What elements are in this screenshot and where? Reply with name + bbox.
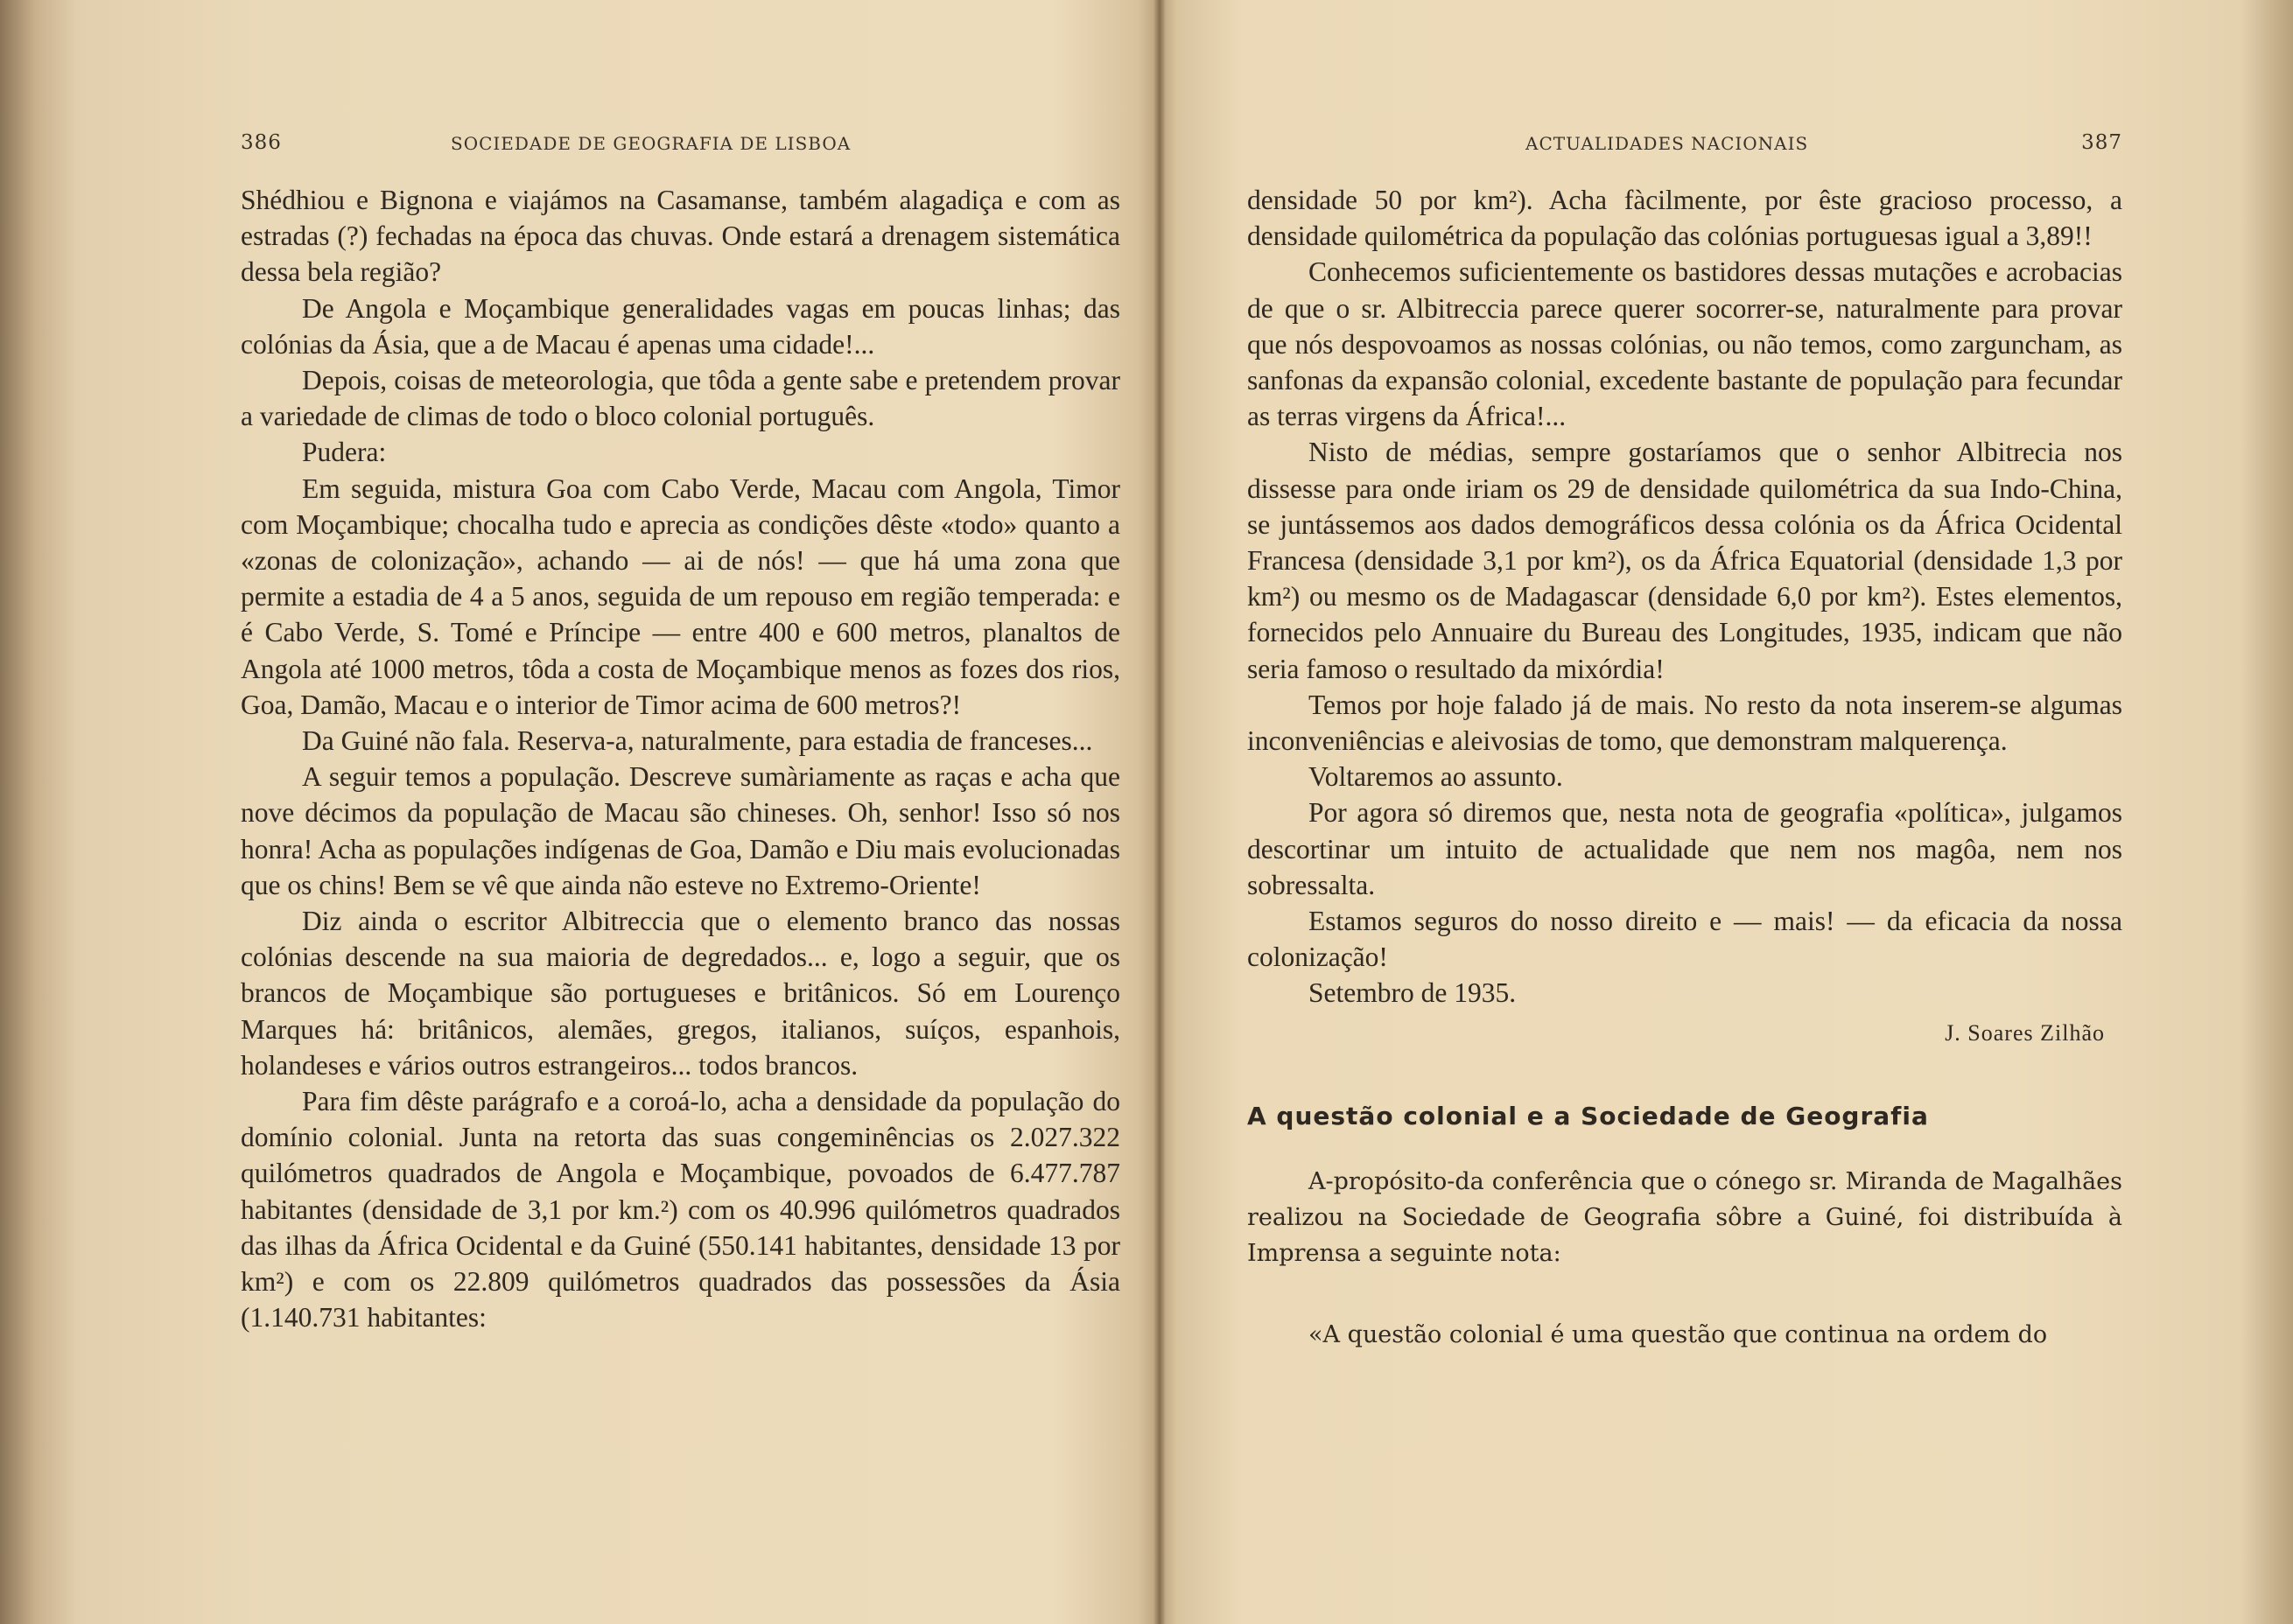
- right-page: [1247, 131, 2122, 1353]
- paragraph: A seguir temos a população. Descreve sumàriamente as raças e acha que nove décimos da população de Macau são chineses. Oh, senhor! Isso só nos honra! Acha as populações indígenas de Goa, Damão e Diu mais evolucionadas que os chins! Bem se vê que ainda não esteve no Extremo-Oriente!: [241, 761, 1120, 900]
- paragraph: Estamos seguros do nosso direito e — mais! — da eficacia da nossa colonização!: [1247, 906, 2122, 973]
- paragraph: Temos por hoje falado já de mais. No resto da nota inserem-se algumas inconveniências e aleivosias de tomo, que demonstram malquerença.: [1247, 689, 2122, 757]
- author-signature: J. Soares Zilhão: [1945, 1019, 2105, 1046]
- paragraph: A-propósito-da conferência que o cónego sr. Miranda de Magalhães realizou na Sociedade de Geografia sôbre a Guiné, foi distribuída à Imprensa a seguinte nota:: [1247, 1167, 2122, 1267]
- left-page: [241, 131, 1120, 1336]
- right-page-header: [1247, 131, 2122, 166]
- paragraph: densidade 50 por km²). Acha fàcilmente, por êste gracioso processo, a densidade quilométrica da população das colónias portuguesas igual a 3,89!!: [1247, 185, 2122, 252]
- paragraph: De Angola e Moçambique generalidades vagas em poucas linhas; das colónias da Ásia, que a de Macau é apenas uma cidade!...: [241, 292, 1120, 360]
- paragraph: Em seguida, mistura Goa com Cabo Verde, Macau com Angola, Timor com Moçambique; chocalha tudo e aprecia as condições dêste «todo» quanto a «zonas de colonização», achando — ai de nós! — que há uma zona que permite a estadia de 4 a 5 anos, seguida de um repouso em região temperada: e é Cabo Verde, S. Tomé e Príncipe — entre 400 e 600 metros, planaltos de Angola até 1000 metros, tôda a costa de Moçambique menos as fozes dos rios, Goa, Damão, Macau e o interior de Timor acima de 600 metros?!: [241, 472, 1120, 720]
- paragraph: Diz ainda o escritor Albitreccia que o elemento branco das nossas colónias descende na sua maioria de degredados... e, logo a seguir, que os brancos de Moçambique são portugueses e britânicos. Só em Lourenço Marques há: britânicos, alemães, gregos, italianos, suíços, espanhois, holandeses e vários outros estrangeiros... todos brancos.: [241, 906, 1120, 1081]
- paragraph: Depois, coisas de meteorologia, que tôda a gente sabe e pretendem provar a variedade de climas de todo o bloco colonial português.: [241, 365, 1120, 432]
- book-gutter: [1154, 0, 1166, 1624]
- paragraph: Voltaremos ao assunto.: [1308, 761, 1563, 793]
- paragraph: Shédhiou e Bignona e viajámos na Casamanse, também alagadiça e com as estradas (?) fechadas na época das chuvas. Onde estará a drenagem sistemática dessa bela região?: [241, 185, 1120, 288]
- paragraph: Para fim dêste parágrafo e a coroá-lo, acha a densidade da população do domínio colonial. Junta na retorta das suas congeminências os 2.027.322 quilómetros quadrados de Angola e Moçambique, povoados de 6.477.787 habitantes (densidade de 3,1 por km.²) com os 40.996 quilómetros quadrados das ilhas da África Ocidental e da Guiné (550.141 habitantes, densidade 13 por km²) e com os 22.809 quilómetros quadrados das possessões da Ásia (1.140.731 habitantes:: [241, 1086, 1120, 1334]
- paragraph: Nisto de médias, sempre gostaríamos que o senhor Albitrecia nos dissesse para onde iriam os 29 de densidade quilométrica da sua Indo-China, se juntássemos aos dados demográficos dessa colónia os da África Ocidental Francesa (densidade 3,1 por km²), os da África Equatorial (densidade 1,3 por km²) ou mesmo os de Madagascar (densidade 6,0 por km²). Estes elementos, fornecidos pelo Annuaire du Bureau des Longitudes, 1935, indicam que não seria famoso o resultado da mixórdia!: [1247, 437, 2122, 684]
- section-heading: A questão colonial e a Sociedade de Geografia: [1247, 1101, 1929, 1130]
- left-running-title: SOCIEDADE DE GEOGRAFIA DE LISBOA: [451, 133, 852, 154]
- paragraph: «A questão colonial é uma questão que continua na ordem do: [1308, 1320, 2048, 1348]
- left-page-body: [241, 182, 1120, 1336]
- left-page-header: [241, 131, 1120, 166]
- paragraph: Conhecemos suficientemente os bastidores dessas mutações e acrobacias de que o sr. Albitreccia parece querer socorrer-se, naturalmente para provar que nós despovoamos as nossas colónias, ou não temos, como zarguncham, as sanfonas da expansão colonial, excedente bastante de população para fecundar as terras virgens da África!...: [1247, 256, 2122, 432]
- left-page-number: 386: [241, 131, 282, 154]
- paragraph: Pudera:: [302, 437, 387, 468]
- right-page-body: [1247, 182, 2122, 1353]
- right-page-number: 387: [2081, 131, 2122, 154]
- right-running-title: ACTUALIDADES NACIONAIS: [1525, 133, 1809, 154]
- paragraph: Da Guiné não fala. Reserva-a, naturalmente, para estadia de franceses...: [302, 725, 1093, 757]
- paragraph: Setembro de 1935.: [1308, 977, 1517, 1009]
- paragraph: Por agora só diremos que, nesta nota de geografia «política», julgamos descortinar um intuito de actualidade que nem nos magôa, nem nos sobressalta.: [1247, 797, 2122, 900]
